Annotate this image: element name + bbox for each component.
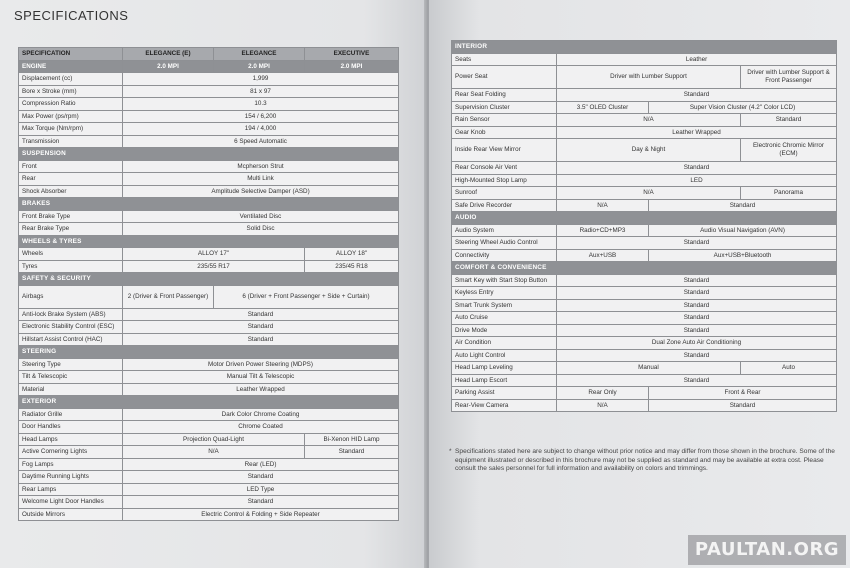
- table-row: [452, 324, 837, 337]
- tyres-value-b: 235/45 R18: [305, 260, 399, 273]
- row-label: Smart Trunk System: [452, 299, 557, 312]
- row-value: Standard: [557, 162, 837, 175]
- rain-value-b: Standard: [741, 114, 837, 127]
- row-label: Air Condition: [452, 337, 557, 350]
- row-label: Rear Lamps: [19, 483, 123, 496]
- row-label: Electronic Stability Control (ESC): [19, 321, 123, 334]
- interior-section-row: [452, 41, 837, 54]
- row-value: Mcpherson Strut: [123, 160, 399, 173]
- row-label: Front Brake Type: [19, 210, 123, 223]
- row-label: Hillstart Assist Control (HAC): [19, 333, 123, 346]
- row-label: Seats: [452, 53, 557, 66]
- row-label: Rear: [19, 173, 123, 186]
- table-row: [452, 174, 837, 187]
- row-value: 81 x 97: [123, 85, 399, 98]
- row-label: Steering Type: [19, 358, 123, 371]
- row-label: Airbags: [19, 285, 123, 308]
- row-label: Door Handles: [19, 421, 123, 434]
- table-row: [452, 126, 837, 139]
- table-row: [19, 446, 399, 459]
- row-label: Max Torque (Nm/rpm): [19, 123, 123, 136]
- row-label: Rear Seat Folding: [452, 89, 557, 102]
- row-label: Rear Console Air Vent: [452, 162, 557, 175]
- row-value: Standard: [557, 237, 837, 250]
- row-value: Leather: [557, 53, 837, 66]
- row-label: Steering Wheel Audio Control: [452, 237, 557, 250]
- row-label: Sunroof: [452, 187, 557, 200]
- row-value: Standard: [557, 349, 837, 362]
- row-label: Anti-lock Brake System (ABS): [19, 308, 123, 321]
- supervision-value-b: Super Vision Cluster (4.2" Color LCD): [649, 101, 837, 114]
- section-brakes: BRAKES: [19, 198, 399, 211]
- table-row: [452, 162, 837, 175]
- table-row: [452, 139, 837, 162]
- row-label: Max Power (ps/rpm): [19, 110, 123, 123]
- audio-system-value-a: Radio+CD+MP3: [557, 224, 649, 237]
- airbags-value-a: 2 (Driver & Front Passenger): [123, 285, 214, 308]
- table-row: [452, 312, 837, 325]
- row-label: Audio System: [452, 224, 557, 237]
- row-value: LED Type: [123, 483, 399, 496]
- row-label: Gear Knob: [452, 126, 557, 139]
- footnote-asterisk: *: [449, 448, 452, 455]
- table-row: [19, 98, 399, 111]
- header-variant-elegance: ELEGANCE: [214, 48, 305, 61]
- recorder-value-a: N/A: [557, 199, 649, 212]
- table-row: [19, 496, 399, 509]
- table-row: [452, 337, 837, 350]
- section-safety-security: SAFETY & SECURITY: [19, 273, 399, 286]
- parking-value-a: Rear Only: [557, 387, 649, 400]
- suspension-section-row: [19, 148, 399, 161]
- row-label: Transmission: [19, 135, 123, 148]
- table-row: [19, 508, 399, 521]
- table-row: [19, 285, 399, 308]
- row-value: Leather Wrapped: [557, 126, 837, 139]
- camera-value-b: Standard: [649, 399, 837, 412]
- row-value: Standard: [123, 321, 399, 334]
- table-row: [452, 274, 837, 287]
- row-value: 194 / 4,000: [123, 123, 399, 136]
- row-label: Front: [19, 160, 123, 173]
- audio-section-row: [452, 212, 837, 225]
- row-value: 1,999: [123, 73, 399, 86]
- row-value: Manual Tilt & Telescopic: [123, 371, 399, 384]
- row-value: Standard: [123, 471, 399, 484]
- row-label: Head Lamp Leveling: [452, 362, 557, 375]
- recorder-value-b: Standard: [649, 199, 837, 212]
- cornering-value-b: Standard: [305, 446, 399, 459]
- row-value: 10.3: [123, 98, 399, 111]
- row-value: Amplitude Selective Damper (ASD): [123, 185, 399, 198]
- row-value: Standard: [557, 312, 837, 325]
- table-row: [19, 371, 399, 384]
- table-row: [19, 85, 399, 98]
- row-label: Compression Ratio: [19, 98, 123, 111]
- row-label: Daytime Running Lights: [19, 471, 123, 484]
- row-value: Solid Disc: [123, 223, 399, 236]
- section-exterior: EXTERIOR: [19, 396, 399, 409]
- table-row: [19, 433, 399, 446]
- row-label: Inside Rear View Mirror: [452, 139, 557, 162]
- row-value: Rear (LED): [123, 458, 399, 471]
- table-row: [19, 458, 399, 471]
- row-label: Supervision Cluster: [452, 101, 557, 114]
- table-row: [19, 173, 399, 186]
- brakes-section-row: [19, 198, 399, 211]
- engine-size-executive: 2.0 MPI: [305, 60, 399, 73]
- table-row: [452, 114, 837, 127]
- safety-section-row: [19, 273, 399, 286]
- table-row: [19, 421, 399, 434]
- specifications-table-right: [451, 40, 837, 412]
- row-label: Active Cornering Lights: [19, 446, 123, 459]
- leveling-value-b: Auto: [741, 362, 837, 375]
- row-label: Radiator Grille: [19, 408, 123, 421]
- table-row: [19, 160, 399, 173]
- table-row: [19, 223, 399, 236]
- table-row: [19, 210, 399, 223]
- head-lamps-value-a: Projection Quad-Light: [123, 433, 305, 446]
- table-row: [19, 483, 399, 496]
- table-row: [19, 383, 399, 396]
- row-label: Smart Key with Start Stop Button: [452, 274, 557, 287]
- row-value: Standard: [557, 374, 837, 387]
- watermark-logo: PAULTAN.ORG: [688, 535, 846, 565]
- connectivity-value-a: Aux+USB: [557, 249, 649, 262]
- table-row: [452, 374, 837, 387]
- rain-value-a: N/A: [557, 114, 741, 127]
- table-row: [19, 248, 399, 261]
- row-label: Wheels: [19, 248, 123, 261]
- row-value: Electric Control & Folding + Side Repeater: [123, 508, 399, 521]
- row-value: Standard: [123, 333, 399, 346]
- row-value: Motor Driven Power Steering (MDPS): [123, 358, 399, 371]
- table-row: [452, 199, 837, 212]
- table-row: [452, 387, 837, 400]
- table-row: [19, 333, 399, 346]
- row-label: Rear Brake Type: [19, 223, 123, 236]
- supervision-value-a: 3.5" OLED Cluster: [557, 101, 649, 114]
- table-row: [452, 101, 837, 114]
- parking-value-b: Front & Rear: [649, 387, 837, 400]
- row-value: Leather Wrapped: [123, 383, 399, 396]
- row-label: Safe Drive Recorder: [452, 199, 557, 212]
- table-row: [19, 260, 399, 273]
- row-value: Standard: [557, 324, 837, 337]
- row-label: Displacement (cc): [19, 73, 123, 86]
- cornering-value-a: N/A: [123, 446, 305, 459]
- row-value: Standard: [557, 89, 837, 102]
- row-value: 6 Speed Automatic: [123, 135, 399, 148]
- row-value: 154 / 6,200: [123, 110, 399, 123]
- table-row: [452, 249, 837, 262]
- row-label: Shock Absorber: [19, 185, 123, 198]
- wheels-section-row: [19, 235, 399, 248]
- header-variant-elegance-e: ELEGANCE (E): [123, 48, 214, 61]
- row-label: Rear-View Camera: [452, 399, 557, 412]
- row-value: Standard: [557, 287, 837, 300]
- section-comfort-convenience: COMFORT & CONVENIENCE: [452, 262, 837, 275]
- row-label: Power Seat: [452, 66, 557, 89]
- table-row: [19, 308, 399, 321]
- exterior-section-row: [19, 396, 399, 409]
- page-title: SPECIFICATIONS: [14, 8, 129, 23]
- head-lamps-value-b: Bi-Xenon HID Lamp: [305, 433, 399, 446]
- table-row: [19, 471, 399, 484]
- mirror-value-a: Day & Night: [557, 139, 741, 162]
- engine-size-elegance-e: 2.0 MPI: [123, 60, 214, 73]
- section-steering: STEERING: [19, 346, 399, 359]
- row-value: Dual Zone Auto Air Conditioning: [557, 337, 837, 350]
- wheels-value-a: ALLOY 17": [123, 248, 305, 261]
- section-interior: INTERIOR: [452, 41, 837, 54]
- comfort-section-row: [452, 262, 837, 275]
- row-value: Chrome Coated: [123, 421, 399, 434]
- connectivity-value-b: Aux+USB+Bluetooth: [649, 249, 837, 262]
- section-audio: AUDIO: [452, 212, 837, 225]
- table-row: [452, 237, 837, 250]
- table-row: [452, 287, 837, 300]
- header-variant-executive: EXECUTIVE: [305, 48, 399, 61]
- row-label: Tilt & Telescopic: [19, 371, 123, 384]
- row-label: Auto Light Control: [452, 349, 557, 362]
- row-label: Material: [19, 383, 123, 396]
- table-row: [19, 110, 399, 123]
- tyres-value-a: 235/55 R17: [123, 260, 305, 273]
- row-label: Auto Cruise: [452, 312, 557, 325]
- engine-section-row: [19, 60, 399, 73]
- table-row: [452, 89, 837, 102]
- sunroof-value-b: Panorama: [741, 187, 837, 200]
- table-row: [452, 66, 837, 89]
- row-value: Standard: [557, 299, 837, 312]
- sunroof-value-a: N/A: [557, 187, 741, 200]
- table-header-row: [19, 48, 399, 61]
- camera-value-a: N/A: [557, 399, 649, 412]
- table-row: [452, 362, 837, 375]
- section-wheels-tyres: WHEELS & TYRES: [19, 235, 399, 248]
- table-row: [19, 358, 399, 371]
- table-row: [19, 185, 399, 198]
- power-seat-value-a: Driver with Lumber Support: [557, 66, 741, 89]
- engine-size-elegance: 2.0 MPI: [214, 60, 305, 73]
- row-label: Keyless Entry: [452, 287, 557, 300]
- row-value: Standard: [123, 308, 399, 321]
- specifications-table-left: [18, 47, 399, 521]
- row-value: Standard: [123, 496, 399, 509]
- row-value: Multi Link: [123, 173, 399, 186]
- row-label: Connectivity: [452, 249, 557, 262]
- steering-section-row: [19, 346, 399, 359]
- section-engine: ENGINE: [19, 60, 123, 73]
- row-label: High-Mounted Stop Lamp: [452, 174, 557, 187]
- row-label: Bore x Stroke (mm): [19, 85, 123, 98]
- disclaimer-footnote: [449, 448, 841, 474]
- row-label: Head Lamp Escort: [452, 374, 557, 387]
- table-row: [452, 224, 837, 237]
- mirror-value-b: Electronic Chromic Mirror (ECM): [741, 139, 837, 162]
- table-row: [19, 135, 399, 148]
- wheels-value-b: ALLOY 18": [305, 248, 399, 261]
- table-row: [452, 187, 837, 200]
- footnote-text: Specifications stated here are subject to change without prior notice and may differ from those shown in the brochure. Some of the equipment illustrated or described in this brochure may not be supplied as standard and may be available at extra cost. Please consult the sales personnel for full information and availability on colors and trimmings.: [455, 448, 835, 473]
- row-label: Head Lamps: [19, 433, 123, 446]
- header-specification: SPECIFICATION: [19, 48, 123, 61]
- table-row: [452, 349, 837, 362]
- audio-system-value-b: Audio Visual Navigation (AVN): [649, 224, 837, 237]
- table-row: [19, 408, 399, 421]
- leveling-value-a: Manual: [557, 362, 741, 375]
- section-suspension: SUSPENSION: [19, 148, 399, 161]
- table-row: [19, 123, 399, 136]
- row-label: Rain Sensor: [452, 114, 557, 127]
- row-value: LED: [557, 174, 837, 187]
- table-row: [452, 299, 837, 312]
- table-row: [19, 73, 399, 86]
- row-value: Ventilated Disc: [123, 210, 399, 223]
- table-row: [19, 321, 399, 334]
- row-label: Welcome Light Door Handles: [19, 496, 123, 509]
- row-label: Tyres: [19, 260, 123, 273]
- airbags-value-b: 6 (Driver + Front Passenger + Side + Curtain): [214, 285, 399, 308]
- table-row: [452, 399, 837, 412]
- power-seat-value-b: Driver with Lumber Support & Front Passenger: [741, 66, 837, 89]
- row-label: Outside Mirrors: [19, 508, 123, 521]
- row-label: Parking Assist: [452, 387, 557, 400]
- table-row: [452, 53, 837, 66]
- row-label: Drive Mode: [452, 324, 557, 337]
- row-label: Fog Lamps: [19, 458, 123, 471]
- row-value: Dark Color Chrome Coating: [123, 408, 399, 421]
- row-value: Standard: [557, 274, 837, 287]
